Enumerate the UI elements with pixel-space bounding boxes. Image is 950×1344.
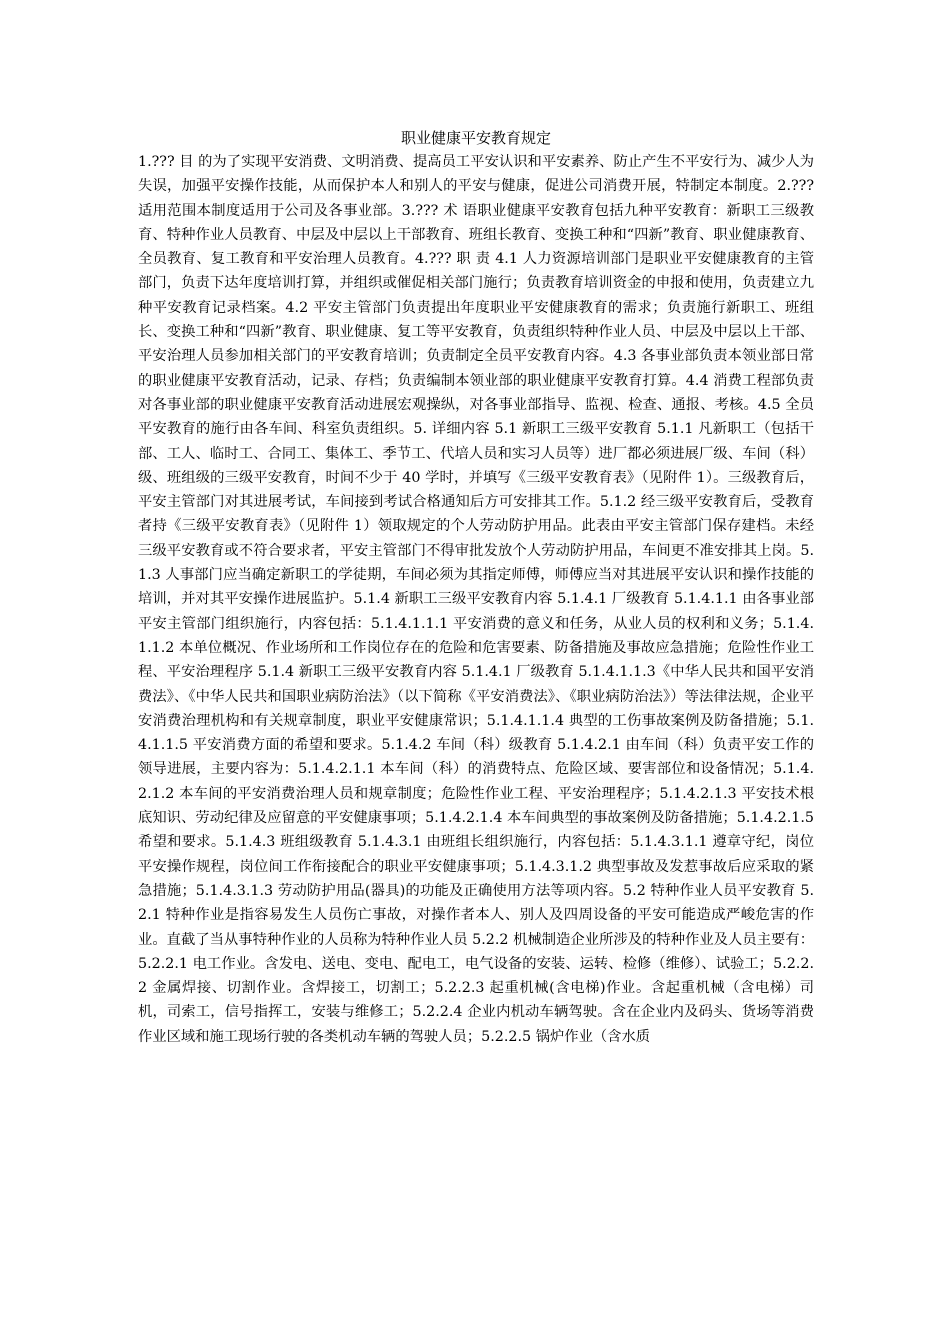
document-title: 职业健康平安教育规定 <box>400 129 551 147</box>
document-body-text: 1.??? 目 的为了实现平安消费、文明消费、提高员工平安认识和平安素养、防止产生不平安行为、减少人为失误，加强平安操作技能，从而保护本人和别人的平安与健康，促进公司消费开展，特制定本制度。2.??? 适用范围本制度适用于公司及各事业部。3.??? 术 语职业健康平安教育包括九种平安教育：新职工三级教育、特种作业人员教育、中层及中层以上干部教育、班组长教育、变换工种和“四新”教育、职业健康教育、全员教育、复工教育和平安治理人员教育。4.??? 职 责 4.1 人力资源培训部门是职业平安健康教育的主管部门，负责下达年度培训打算，并组织或催促相关部门施行；负责教育培训资金的申报和使用，负责建立九种平安教育记录档案。4.2 平安主管部门负责提出年度职业平安健康教育的需求；负责施行新职工、班组长、变换工种和“四新”教育、职业健康、复工等平安教育，负责组织特种作业人员、中层及中层以上干部、平安治理人员参加相关部门的平安教育培训；负责制定全员平安教育内容。4.3 各事业部负责本领业部日常的职业健康平安教育活动，记录、存档；负责编制本领业部的职业健康平安教育打算。4.4 消费工程部负责对各事业部的职业健康平安教育活动进展宏观操纵，对各事业部指导、监视、检查、通报、考核。4.5 全员平安教育的施行由各车间、科室负责组织。5. 详细内容 5.1 新职工三级平安教育 5.1.1 凡新职工（包括干部、工人、临时工、合同工、集体工、季节工、代培人员和实习人员等）进厂都必须进展厂级、车间（科）级、班组级的三级平安教育，时间不少于 40 学时，并填写《三级平安教育表》（见附件 1）。三级教育后，平安主管部门对其进展考试，车间接到考试合格通知后方可安排其工作。5.1.2 经三级平安教育后，受教育者持《三级平安教育表》（见附件 1）领取规定的个人劳动防护用品。此表由平安主管部门保存建档。未经三级平安教育或不符合要求者，平安主管部门不得审批发放个人劳动防护用品，车间更不准安排其上岗。5.1.3 人事部门应当确定新职工的学徒期，车间必须为其指定师傅，师傅应当对其进展平安认识和操作技能的培训，并对其平安操作进展监护。5.1.4 新职工三级平安教育内容 5.1.4.1 厂级教育 5.1.4.1.1 由各事业部平安主管部门组织施行，内容包括：5.1.4.1.1.1 平安消费的意义和任务，从业人员的权利和义务；5.1.4.1.1.2 本单位概况、作业场所和工作岗位存在的危险和危害要素、防备措施及事故应急措施；危险性作业工程、平安治理程序 5.1.4 新职工三级平安教育内容 5.1.4.1 厂级教育 5.1.4.1.1.3《中华人民共和国平安消费法》、《中华人民共和国职业病防治法》（以下简称《平安消费法》、《职业病防治法》）等法律法规，企业平安消费治理机构和有关规章制度，职业平安健康常识；5.1.4.1.1.4 典型的工伤事故案例及防备措施；5.1.4.1.1.5 平安消费方面的希望和要求。5.1.4.2 车间（科）级教育 5.1.4.2.1 由车间（科）负责平安工作的领导进展，主要内容为：5.1.4.2.1.1 本车间（科）的消费特点、危险区域、要害部位和设备情况；5.1.4.2.1.2 本车间的平安消费治理人员和规章制度；危险性作业工程、平安治理程序；5.1.4.2.1.3 平安技术根底知识、劳动纪律及应留意的平安健康事项；5.1.4.2.1.4 本车间典型的事故案例及防备措施；5.1.4.2.1.5 希望和要求。5.1.4.3 班组级教育 5.1.4.3.1 由班组长组织施行，内容包括：5.1.4.3.1.1 遵章守纪，岗位平安操作规程，岗位间工作衔接配合的职业平安健康事项；5.1.4.3.1.2 典型事故及发惹事故后应采取的紧急措施；5.1.4.3.1.3 劳动防护用品(器具)的功能及正确使用方法等项内容。5.2 特种作业人员平安教育 5.2.1 特种作业是指容易发生人员伤亡事故，对操作者本人、别人及四周设备的平安可能造成严峻危害的作业。直截了当从事特种作业的人员称为特种作业人员 5.2.2 机械制造企业所涉及的特种作业及人员主要有：5.2.2.1 电工作业。含发电、送电、变电、配电工，电气设备的安装、运转、检修（维修）、试验工；5.2.2.2 金属焊接、切割作业。含焊接工，切割工；5.2.2.3 起重机械(含电梯)作业。含起重机械（含电梯）司机，司索工，信号指挥工，安装与维修工；5.2.2.4 企业内机动车辆驾驶。含在企业内及码头、货场等消费作业区域和施工现场行驶的各类机动车辆的驾驶人员；5.2.2.5 锅炉作业（含水质 <box>138 154 814 1045</box>
document-page <box>138 126 814 1049</box>
